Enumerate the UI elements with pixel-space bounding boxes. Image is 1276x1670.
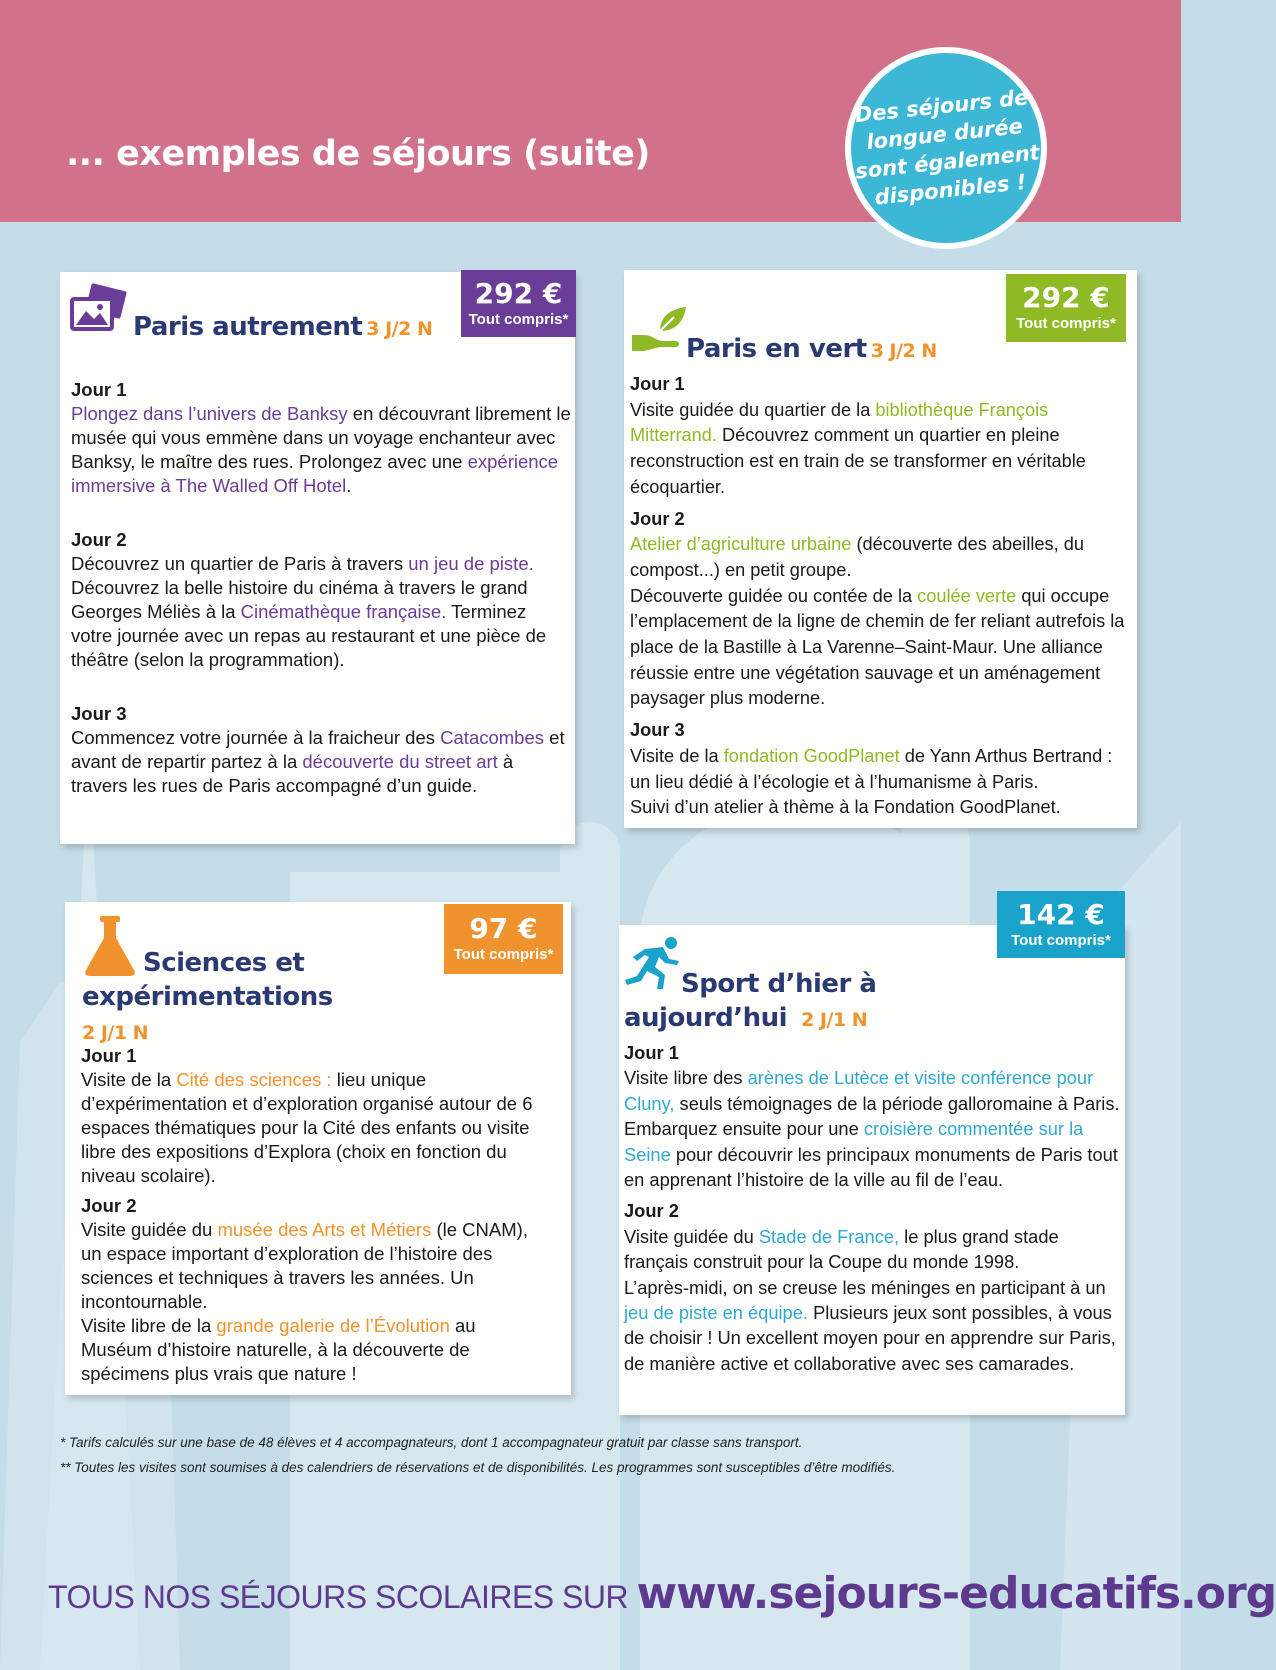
day-label: Jour 2 <box>624 1200 679 1222</box>
body-text: en découvrant librement le musée qui vous emmène dans un voyage enchanteur avec Banksy, le maître des rues. Prolongez avec une <box>71 403 571 472</box>
body-text: de Yann Arthus Bertrand : un lieu dédié à l’écologie et à l’humanisme à Paris. <box>630 745 1113 792</box>
highlight-text: Plongez dans l’univers de Banksy <box>71 403 348 424</box>
day-label: Jour 1 <box>630 374 685 394</box>
highlight-text: croisière commentée sur la Seine <box>624 1118 1084 1165</box>
day-description <box>630 584 1130 713</box>
body-text: L’après-midi, on se creuse les méninges en participant à un <box>624 1276 1106 1298</box>
day-description <box>624 1224 1120 1275</box>
body-text: et avant de repartir partez à la <box>71 727 565 772</box>
highlight-text: musée des Arts et Métiers <box>217 1219 432 1240</box>
footer-cta <box>48 1568 1276 1619</box>
day-spacer <box>71 498 571 528</box>
day-description <box>630 398 1130 501</box>
day-label: Jour 3 <box>630 720 685 741</box>
card-title-line1: Sciences et <box>143 948 305 978</box>
price-amount: 292 € <box>474 276 563 310</box>
duration-label: 2 J/1 N <box>82 1022 149 1044</box>
highlight-text: Atelier d’agriculture urbaine <box>630 534 852 555</box>
body-text: Visite guidée du <box>624 1225 759 1247</box>
highlight-text: bibliothèque François Mitterrand. <box>630 399 1049 446</box>
price-badge-paris-en-vert <box>1006 274 1126 342</box>
highlight-text: coulée verte <box>917 585 1017 606</box>
day-label: Jour 2 <box>81 1195 137 1216</box>
card-body-paris-en-vert <box>630 372 1130 821</box>
highlight-text: Catacombes <box>440 727 545 748</box>
card-title-sciences <box>82 946 333 1050</box>
price-note: Tout compris* <box>468 310 569 328</box>
photo-frames-icon <box>70 285 128 335</box>
body-text: Visite guidée du quartier de la <box>630 399 876 420</box>
footnote-availability: ** Toutes les visites sont soumises à des calendriers de réservations et de disponibilités. Les programmes sont susceptibles d’être modifiés. <box>60 1460 896 1475</box>
card-body-sciences <box>81 1044 551 1386</box>
body-text: (découverte des abeilles, du compost...) en petit groupe. <box>630 534 1084 580</box>
day-label: Jour 2 <box>71 529 127 550</box>
footer-url-link[interactable]: www.sejours-educatifs.org <box>636 1568 1276 1619</box>
price-badge-sciences <box>444 904 563 974</box>
day-description <box>71 726 571 798</box>
highlight-text: jeu de piste en équipe. <box>624 1302 808 1324</box>
day-label: Jour 3 <box>71 703 127 724</box>
highlight-text: Cinémathèque française. <box>240 601 447 622</box>
body-text: au Muséum d’histoire naturelle, à la découverte de spécimens plus vrais que nature ! <box>81 1315 476 1384</box>
highlight-text: Stade de France, <box>758 1225 900 1247</box>
body-text: pour découvrir les principaux monuments de Paris tout en apprenant l’histoire de la ville au fil de l’eau. <box>624 1143 1118 1191</box>
body-text: Visite libre des <box>624 1067 748 1089</box>
highlight-text: Cité des sciences : <box>176 1069 332 1090</box>
day-description <box>630 795 1130 821</box>
long-stay-badge-text: Des séjours de longue durée sont également disponibles ! <box>853 85 1041 210</box>
body-text: Découverte guidée ou contée de la <box>630 585 918 606</box>
day-description <box>71 552 571 672</box>
price-note: Tout compris* <box>453 946 554 963</box>
highlight-text: expérience immersive à The Walled Off Hotel <box>71 451 559 496</box>
card-title-paris-en-vert <box>686 332 937 368</box>
body-text: . <box>346 475 352 496</box>
day-spacer <box>71 672 571 702</box>
price-note: Tout compris* <box>1016 315 1116 332</box>
card-title-sport <box>624 967 876 1037</box>
footer-lead: TOUS NOS SÉJOURS SCOLAIRES SUR <box>48 1579 637 1615</box>
body-text: seuls témoignages de la période galloromaine à Paris. Embarquez ensuite pour une <box>624 1092 1120 1140</box>
card-title-line2: expérimentations <box>82 982 333 1012</box>
duration-label: 2 J/1 N <box>801 1009 868 1031</box>
page-title: ... exemples de séjours (suite) <box>66 134 650 174</box>
body-text: Visite de la <box>81 1069 177 1090</box>
card-body-sport <box>624 1040 1120 1376</box>
body-text: Visite libre de la <box>81 1315 217 1336</box>
body-text: Terminez votre journée avec un repas au restaurant et une pièce de théâtre (selon la programmation). <box>71 601 547 670</box>
day-label: Jour 2 <box>630 508 685 529</box>
body-text: (le CNAM), un espace important d’exploration de l’histoire des sciences et techniques à travers les années. Un incontournable. <box>81 1219 528 1312</box>
card-title-text: Paris en vert <box>686 334 867 364</box>
card-title-paris-autrement <box>133 310 432 346</box>
card-title-text: Paris autrement <box>133 312 363 342</box>
body-text: Découvrez la belle histoire du cinéma à travers le grand Georges Méliès à la <box>71 577 528 622</box>
highlight-text: découverte du street art <box>302 751 498 772</box>
day-description <box>624 1065 1120 1192</box>
body-text: Suivi d’un atelier à thème à la Fondation GoodPlanet. <box>630 797 1061 818</box>
day-description <box>71 402 571 498</box>
leaf-hand-icon <box>630 305 688 355</box>
footnote-pricing: * Tarifs calculés sur une base de 48 élèves et 4 accompagnateurs, dont 1 accompagnateur gratuit par classe sans transport. <box>60 1435 803 1450</box>
day-description <box>630 532 1130 583</box>
price-amount: 142 € <box>1017 897 1105 931</box>
day-label: Jour 1 <box>624 1042 679 1063</box>
day-label: Jour 1 <box>71 379 127 400</box>
card-body-paris-autrement <box>71 378 571 798</box>
day-description <box>81 1314 551 1386</box>
day-description <box>624 1275 1120 1377</box>
highlight-text: un jeu de piste. <box>408 553 534 574</box>
body-text: Visite de la <box>630 745 724 766</box>
duration-label: 3 J/2 N <box>870 340 937 362</box>
body-text: Plusieurs jeux sont possibles, à vous de choisir ! Un excellent moyen pour en apprendre sur Paris, de manière active et collaborative avec ses camarades. <box>624 1302 1116 1374</box>
day-label: Jour 1 <box>81 1045 137 1066</box>
price-amount: 292 € <box>1022 281 1110 314</box>
highlight-text: grande galerie de l’Évolution <box>216 1315 450 1336</box>
body-text: Visite guidée du <box>81 1219 218 1240</box>
highlight-text: fondation GoodPlanet <box>723 745 900 766</box>
price-badge-sport <box>997 891 1125 958</box>
body-text: Découvrez un quartier de Paris à travers <box>71 553 409 574</box>
card-title-line1: Sport d’hier à <box>681 969 877 999</box>
day-description <box>81 1218 551 1314</box>
day-description <box>81 1068 551 1188</box>
body-text: Commencez votre journée à la fraicheur des <box>71 727 441 748</box>
card-title-line2: aujourd’hui <box>624 1003 788 1033</box>
body-text: à travers les rues de Paris accompagné d’un guide. <box>71 751 514 796</box>
price-amount: 97 € <box>469 912 538 945</box>
duration-label: 3 J/2 N <box>366 318 433 340</box>
price-badge-paris-autrement <box>461 270 576 337</box>
body-text: lieu unique d’expérimentation et d’exploration organisé autour de 6 espaces thématiques pour la Cité des enfants ou visite libre des expositions d’Explora (choix en fonction du niveau scolaire). <box>81 1069 533 1186</box>
day-description <box>630 744 1130 795</box>
body-text: Découvrez comment un quartier en pleine reconstruction est en train de se transformer en véritable écoquartier. <box>630 425 1086 497</box>
price-note: Tout compris* <box>1011 931 1111 949</box>
highlight-text: arènes de Lutèce et visite conférence pour Cluny, <box>624 1067 1094 1114</box>
body-text: qui occupe l’emplacement de la ligne de chemin de fer reliant autrefois la place de la Bastille à La Varenne–Saint-Maur. Une alliance réussie entre une végétation sauvage et un aménagement paysager plus moderne. <box>630 585 1125 709</box>
body-text: le plus grand stade français construit pour la Coupe du monde 1998. <box>624 1225 1059 1273</box>
